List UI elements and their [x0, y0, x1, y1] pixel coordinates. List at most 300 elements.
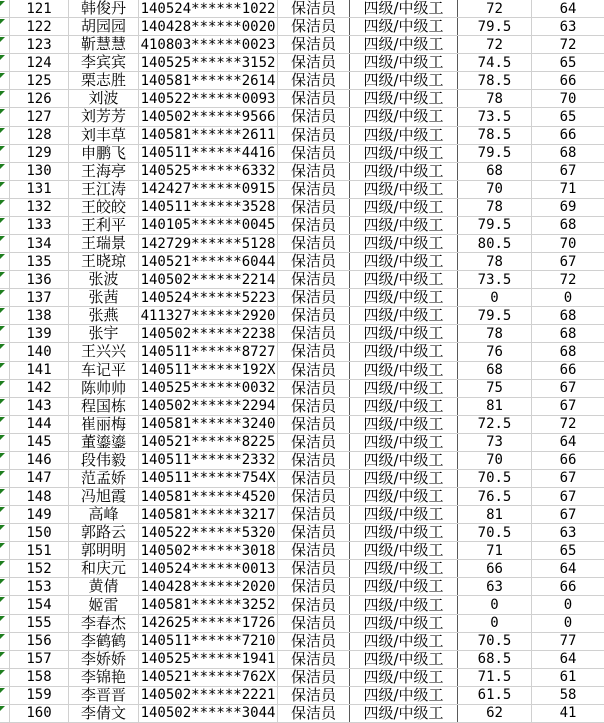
id-number-cell[interactable]: 140522******5320 — [139, 524, 278, 541]
marker-cell[interactable] — [0, 289, 10, 306]
score2-cell[interactable]: 0 — [563, 597, 573, 613]
id-number-cell[interactable]: 140521******6044 — [139, 253, 278, 270]
marker-cell[interactable] — [0, 181, 10, 198]
score1-cell[interactable]: 70 — [458, 452, 532, 469]
id-number-cell[interactable]: 140502******2238 — [139, 325, 278, 342]
score2-cell[interactable]: 0 — [563, 615, 573, 632]
score2-cell[interactable]: 67 — [559, 506, 577, 523]
score1-cell[interactable]: 76 — [458, 343, 532, 360]
name-cell[interactable]: 范孟娇 — [69, 470, 139, 487]
score2-cell[interactable]: 61 — [559, 669, 577, 686]
row-number-cell[interactable]: 135 — [10, 253, 69, 270]
name-cell[interactable]: 张宇 — [69, 325, 139, 342]
name-cell[interactable]: 李宾宾 — [69, 54, 139, 71]
name-cell[interactable]: 王海亭 — [69, 163, 139, 180]
row-number-cell[interactable]: 122 — [10, 18, 69, 35]
id-number-cell[interactable]: 140428******0020 — [139, 18, 278, 35]
score1-cell[interactable]: 79.5 — [458, 145, 532, 162]
name-cell[interactable]: 张茜 — [69, 289, 139, 306]
level-cell[interactable]: 四级/中级工 — [349, 127, 458, 144]
score1-cell[interactable]: 79.5 — [458, 18, 532, 35]
row-number-cell[interactable]: 158 — [10, 669, 69, 686]
position-cell[interactable]: 保洁员 — [290, 198, 336, 216]
level-cell[interactable]: 四级/中级工 — [349, 108, 458, 125]
name-cell[interactable]: 王江涛 — [69, 181, 139, 198]
row-number-cell[interactable]: 147 — [10, 470, 69, 487]
level-cell[interactable]: 四级/中级工 — [349, 542, 458, 559]
id-number-cell[interactable]: 140581******3252 — [139, 596, 278, 613]
name-cell[interactable]: 韩俊丹 — [69, 0, 139, 17]
score2-cell[interactable]: 69 — [559, 199, 577, 216]
score1-cell[interactable]: 72 — [458, 0, 532, 17]
position-cell[interactable]: 保洁员 — [290, 361, 336, 379]
level-cell[interactable]: 四级/中级工 — [349, 398, 458, 415]
name-cell[interactable]: 李锦艳 — [69, 669, 139, 686]
position-cell[interactable]: 保洁员 — [290, 397, 336, 415]
id-number-cell[interactable]: 140581******4520 — [139, 488, 278, 505]
score2-cell[interactable]: 67 — [559, 488, 577, 505]
score1-cell[interactable]: 70 — [458, 181, 532, 198]
level-cell[interactable]: 四级/中级工 — [349, 488, 458, 505]
position-cell[interactable]: 保洁员 — [290, 686, 336, 704]
position-cell[interactable]: 保洁员 — [290, 524, 336, 542]
position-cell[interactable]: 保洁员 — [290, 614, 336, 632]
marker-cell[interactable] — [0, 108, 10, 125]
level-cell[interactable]: 四级/中级工 — [349, 271, 458, 288]
level-cell[interactable]: 四级/中级工 — [349, 578, 458, 595]
name-cell[interactable]: 刘芳芳 — [69, 108, 139, 125]
name-cell[interactable]: 王皎皎 — [69, 199, 139, 216]
position-cell[interactable]: 保洁员 — [290, 289, 336, 307]
id-number-cell[interactable]: 140502******9566 — [139, 108, 278, 125]
marker-cell[interactable] — [0, 343, 10, 360]
score2-cell[interactable]: 66 — [559, 127, 577, 144]
level-cell[interactable]: 四级/中级工 — [349, 163, 458, 180]
row-number-cell[interactable]: 151 — [10, 542, 69, 559]
name-cell[interactable]: 王兴兴 — [69, 343, 139, 360]
row-number-cell[interactable]: 129 — [10, 145, 69, 162]
score2-cell[interactable]: 64 — [559, 560, 577, 577]
score2-cell[interactable]: 63 — [559, 524, 577, 541]
position-cell[interactable]: 保洁员 — [290, 144, 336, 162]
position-cell[interactable]: 保洁员 — [290, 216, 336, 234]
id-number-cell[interactable]: 140511******2332 — [139, 452, 278, 469]
id-number-cell[interactable]: 140581******3217 — [139, 506, 278, 523]
score1-cell[interactable]: 80.5 — [458, 235, 532, 252]
name-cell[interactable]: 栗志胜 — [69, 72, 139, 89]
score1-cell[interactable]: 68 — [458, 362, 532, 379]
row-number-cell[interactable]: 125 — [10, 72, 69, 89]
level-cell[interactable]: 四级/中级工 — [349, 669, 458, 686]
score2-cell[interactable]: 64 — [559, 651, 577, 668]
id-number-cell[interactable]: 140502******2214 — [139, 271, 278, 288]
row-number-cell[interactable]: 146 — [10, 452, 69, 469]
score1-cell[interactable]: 0 — [458, 615, 532, 632]
score1-cell[interactable]: 70.5 — [458, 633, 532, 650]
row-number-cell[interactable]: 145 — [10, 434, 69, 451]
row-number-cell[interactable]: 150 — [10, 524, 69, 541]
position-cell[interactable]: 保洁员 — [290, 379, 336, 397]
marker-cell[interactable] — [0, 18, 10, 35]
name-cell[interactable]: 王瑞景 — [69, 235, 139, 252]
marker-cell[interactable] — [0, 434, 10, 451]
id-number-cell[interactable]: 140105******0045 — [139, 217, 278, 234]
name-cell[interactable]: 张燕 — [69, 307, 139, 324]
level-cell[interactable]: 四级/中级工 — [349, 380, 458, 397]
id-number-cell[interactable]: 140502******2221 — [139, 687, 278, 704]
marker-cell[interactable] — [0, 145, 10, 162]
name-cell[interactable]: 郭明明 — [69, 542, 139, 559]
level-cell[interactable]: 四级/中级工 — [349, 687, 458, 704]
score1-cell[interactable]: 78 — [458, 325, 532, 342]
row-number-cell[interactable]: 139 — [10, 325, 69, 342]
score1-cell[interactable]: 70.5 — [458, 470, 532, 487]
position-cell[interactable]: 保洁员 — [290, 234, 336, 252]
score2-cell[interactable]: 68 — [559, 307, 577, 324]
position-cell[interactable]: 保洁员 — [290, 126, 336, 144]
name-cell[interactable]: 和庆元 — [69, 560, 139, 577]
marker-cell[interactable] — [0, 578, 10, 595]
marker-cell[interactable] — [0, 307, 10, 324]
row-number-cell[interactable]: 154 — [10, 596, 69, 613]
score2-cell[interactable]: 66 — [559, 452, 577, 469]
position-cell[interactable]: 保洁员 — [290, 271, 336, 289]
id-number-cell[interactable]: 142625******1726 — [139, 615, 278, 632]
row-number-cell[interactable]: 126 — [10, 90, 69, 107]
score1-cell[interactable]: 78 — [458, 253, 532, 270]
name-cell[interactable]: 张波 — [69, 271, 139, 288]
score1-cell[interactable]: 0 — [458, 596, 532, 613]
level-cell[interactable]: 四级/中级工 — [349, 506, 458, 523]
score2-cell[interactable]: 72 — [559, 271, 577, 288]
name-cell[interactable]: 郭路云 — [69, 524, 139, 541]
id-number-cell[interactable]: 410803******0023 — [139, 36, 278, 53]
name-cell[interactable]: 董鎏鎏 — [69, 434, 139, 451]
name-cell[interactable]: 李倩文 — [69, 705, 139, 722]
position-cell[interactable]: 保洁员 — [290, 451, 336, 469]
score2-cell[interactable]: 67 — [559, 253, 577, 270]
id-number-cell[interactable]: 140521******762X — [139, 669, 278, 686]
id-number-cell[interactable]: 140525******3152 — [139, 54, 278, 71]
position-cell[interactable]: 保洁员 — [290, 578, 336, 596]
row-number-cell[interactable]: 121 — [10, 0, 69, 17]
marker-cell[interactable] — [0, 54, 10, 71]
row-number-cell[interactable]: 124 — [10, 54, 69, 71]
level-cell[interactable]: 四级/中级工 — [349, 343, 458, 360]
score1-cell[interactable]: 75 — [458, 380, 532, 397]
id-number-cell[interactable]: 140525******0032 — [139, 380, 278, 397]
score1-cell[interactable]: 62 — [458, 705, 532, 722]
position-cell[interactable]: 保洁员 — [290, 632, 336, 650]
marker-cell[interactable] — [0, 253, 10, 270]
score2-cell[interactable]: 67 — [559, 470, 577, 487]
row-number-cell[interactable]: 153 — [10, 578, 69, 595]
marker-cell[interactable] — [0, 669, 10, 686]
name-cell[interactable]: 陈帅帅 — [69, 380, 139, 397]
row-number-cell[interactable]: 137 — [10, 289, 69, 306]
id-number-cell[interactable]: 142729******5128 — [139, 235, 278, 252]
level-cell[interactable]: 四级/中级工 — [349, 615, 458, 632]
level-cell[interactable]: 四级/中级工 — [349, 307, 458, 324]
score2-cell[interactable]: 66 — [559, 578, 577, 595]
id-number-cell[interactable]: 140511******4416 — [139, 145, 278, 162]
row-number-cell[interactable]: 152 — [10, 560, 69, 577]
id-number-cell[interactable]: 140524******5223 — [139, 289, 278, 306]
name-cell[interactable]: 段伟毅 — [69, 452, 139, 469]
marker-cell[interactable] — [0, 163, 10, 180]
score2-cell[interactable]: 63 — [559, 18, 577, 35]
marker-cell[interactable] — [0, 271, 10, 288]
marker-cell[interactable] — [0, 633, 10, 650]
position-cell[interactable]: 保洁员 — [290, 650, 336, 668]
score1-cell[interactable]: 78.5 — [458, 72, 532, 89]
position-cell[interactable]: 保洁员 — [290, 506, 336, 524]
marker-cell[interactable] — [0, 127, 10, 144]
row-number-cell[interactable]: 149 — [10, 506, 69, 523]
id-number-cell[interactable]: 140581******2614 — [139, 72, 278, 89]
score2-cell[interactable]: 68 — [559, 343, 577, 360]
row-number-cell[interactable]: 131 — [10, 181, 69, 198]
position-cell[interactable]: 保洁员 — [290, 415, 336, 433]
score1-cell[interactable]: 74.5 — [458, 54, 532, 71]
level-cell[interactable]: 四级/中级工 — [349, 362, 458, 379]
level-cell[interactable]: 四级/中级工 — [349, 181, 458, 198]
marker-cell[interactable] — [0, 0, 10, 17]
score1-cell[interactable]: 79.5 — [458, 307, 532, 324]
score2-cell[interactable]: 70 — [559, 235, 577, 252]
id-number-cell[interactable]: 140581******3240 — [139, 416, 278, 433]
position-cell[interactable]: 保洁员 — [290, 108, 336, 126]
position-cell[interactable]: 保洁员 — [290, 668, 336, 686]
score1-cell[interactable]: 68.5 — [458, 651, 532, 668]
name-cell[interactable]: 申鹏飞 — [69, 145, 139, 162]
marker-cell[interactable] — [0, 235, 10, 252]
name-cell[interactable]: 刘丰草 — [69, 127, 139, 144]
score2-cell[interactable]: 68 — [559, 145, 577, 162]
name-cell[interactable]: 李春杰 — [69, 615, 139, 632]
marker-cell[interactable] — [0, 36, 10, 53]
level-cell[interactable]: 四级/中级工 — [349, 325, 458, 342]
score1-cell[interactable]: 78.5 — [458, 127, 532, 144]
level-cell[interactable]: 四级/中级工 — [349, 633, 458, 650]
score1-cell[interactable]: 78 — [458, 90, 532, 107]
level-cell[interactable]: 四级/中级工 — [349, 18, 458, 35]
row-number-cell[interactable]: 134 — [10, 235, 69, 252]
marker-cell[interactable] — [0, 470, 10, 487]
score2-cell[interactable]: 66 — [559, 72, 577, 89]
id-number-cell[interactable]: 140511******754X — [139, 470, 278, 487]
id-number-cell[interactable]: 140502******3018 — [139, 542, 278, 559]
position-cell[interactable]: 保洁员 — [290, 90, 336, 108]
level-cell[interactable]: 四级/中级工 — [349, 596, 458, 613]
score1-cell[interactable]: 73 — [458, 434, 532, 451]
id-number-cell[interactable]: 140525******6332 — [139, 163, 278, 180]
level-cell[interactable]: 四级/中级工 — [349, 651, 458, 668]
level-cell[interactable]: 四级/中级工 — [349, 199, 458, 216]
marker-cell[interactable] — [0, 615, 10, 632]
position-cell[interactable]: 保洁员 — [290, 704, 336, 722]
row-number-cell[interactable]: 133 — [10, 217, 69, 234]
score1-cell[interactable]: 71.5 — [458, 669, 532, 686]
name-cell[interactable]: 崔丽梅 — [69, 416, 139, 433]
position-cell[interactable]: 保洁员 — [290, 560, 336, 578]
marker-cell[interactable] — [0, 416, 10, 433]
name-cell[interactable]: 车记平 — [69, 362, 139, 379]
marker-cell[interactable] — [0, 687, 10, 704]
score2-cell[interactable]: 64 — [559, 434, 577, 451]
row-number-cell[interactable]: 142 — [10, 380, 69, 397]
row-number-cell[interactable]: 132 — [10, 199, 69, 216]
id-number-cell[interactable]: 140511******7210 — [139, 633, 278, 650]
name-cell[interactable]: 冯旭霞 — [69, 488, 139, 505]
level-cell[interactable]: 四级/中级工 — [349, 289, 458, 306]
row-number-cell[interactable]: 156 — [10, 633, 69, 650]
row-number-cell[interactable]: 123 — [10, 36, 69, 53]
id-number-cell[interactable]: 140511******8727 — [139, 343, 278, 360]
level-cell[interactable]: 四级/中级工 — [349, 416, 458, 433]
score2-cell[interactable]: 58 — [559, 687, 577, 704]
score2-cell[interactable]: 70 — [559, 90, 577, 107]
score2-cell[interactable]: 41 — [559, 705, 577, 722]
id-number-cell[interactable]: 142427******0915 — [139, 181, 278, 198]
marker-cell[interactable] — [0, 651, 10, 668]
id-number-cell[interactable]: 411327******2920 — [139, 307, 278, 324]
score2-cell[interactable]: 67 — [559, 398, 577, 415]
row-number-cell[interactable]: 141 — [10, 362, 69, 379]
level-cell[interactable]: 四级/中级工 — [349, 524, 458, 541]
score2-cell[interactable]: 65 — [559, 54, 577, 71]
position-cell[interactable]: 保洁员 — [290, 0, 336, 18]
level-cell[interactable]: 四级/中级工 — [349, 217, 458, 234]
score2-cell[interactable]: 0 — [563, 289, 573, 306]
id-number-cell[interactable]: 140502******3044 — [139, 705, 278, 722]
score1-cell[interactable]: 68 — [458, 163, 532, 180]
score1-cell[interactable]: 79.5 — [458, 217, 532, 234]
row-number-cell[interactable]: 143 — [10, 398, 69, 415]
id-number-cell[interactable]: 140521******8225 — [139, 434, 278, 451]
score1-cell[interactable]: 72 — [458, 36, 532, 53]
level-cell[interactable]: 四级/中级工 — [349, 253, 458, 270]
position-cell[interactable]: 保洁员 — [290, 307, 336, 325]
marker-cell[interactable] — [0, 217, 10, 234]
name-cell[interactable]: 李晋晋 — [69, 687, 139, 704]
marker-cell[interactable] — [0, 199, 10, 216]
position-cell[interactable]: 保洁员 — [290, 542, 336, 560]
marker-cell[interactable] — [0, 72, 10, 89]
row-number-cell[interactable]: 148 — [10, 488, 69, 505]
position-cell[interactable]: 保洁员 — [290, 54, 336, 72]
score1-cell[interactable]: 70.5 — [458, 524, 532, 541]
position-cell[interactable]: 保洁员 — [290, 72, 336, 90]
name-cell[interactable]: 姬雷 — [69, 596, 139, 613]
level-cell[interactable]: 四级/中级工 — [349, 470, 458, 487]
marker-cell[interactable] — [0, 452, 10, 469]
name-cell[interactable]: 王晓琼 — [69, 253, 139, 270]
marker-cell[interactable] — [0, 362, 10, 379]
id-number-cell[interactable]: 140502******2294 — [139, 398, 278, 415]
position-cell[interactable]: 保洁员 — [290, 596, 336, 614]
score1-cell[interactable]: 72.5 — [458, 416, 532, 433]
row-number-cell[interactable]: 159 — [10, 687, 69, 704]
name-cell[interactable]: 刘波 — [69, 90, 139, 107]
marker-cell[interactable] — [0, 380, 10, 397]
name-cell[interactable]: 程国栋 — [69, 398, 139, 415]
level-cell[interactable]: 四级/中级工 — [349, 36, 458, 53]
score2-cell[interactable]: 77 — [559, 633, 577, 650]
score1-cell[interactable]: 0 — [458, 289, 532, 306]
position-cell[interactable]: 保洁员 — [290, 162, 336, 180]
id-number-cell[interactable]: 140511******3528 — [139, 199, 278, 216]
score2-cell[interactable]: 67 — [559, 380, 577, 397]
position-cell[interactable]: 保洁员 — [290, 469, 336, 487]
marker-cell[interactable] — [0, 596, 10, 613]
row-number-cell[interactable]: 138 — [10, 307, 69, 324]
marker-cell[interactable] — [0, 398, 10, 415]
score2-cell[interactable]: 65 — [559, 108, 577, 125]
id-number-cell[interactable]: 140524******0013 — [139, 560, 278, 577]
row-number-cell[interactable]: 155 — [10, 615, 69, 632]
score2-cell[interactable]: 71 — [559, 181, 577, 198]
position-cell[interactable]: 保洁员 — [290, 18, 336, 36]
id-number-cell[interactable]: 140522******0093 — [139, 90, 278, 107]
level-cell[interactable]: 四级/中级工 — [349, 90, 458, 107]
score1-cell[interactable]: 61.5 — [458, 687, 532, 704]
row-number-cell[interactable]: 128 — [10, 127, 69, 144]
name-cell[interactable]: 黄倩 — [69, 578, 139, 595]
marker-cell[interactable] — [0, 90, 10, 107]
score1-cell[interactable]: 81 — [458, 506, 532, 523]
score2-cell[interactable]: 72 — [559, 36, 577, 53]
level-cell[interactable]: 四级/中级工 — [349, 235, 458, 252]
level-cell[interactable]: 四级/中级工 — [349, 434, 458, 451]
id-number-cell[interactable]: 140525******1941 — [139, 651, 278, 668]
name-cell[interactable]: 李鹤鹤 — [69, 633, 139, 650]
level-cell[interactable]: 四级/中级工 — [349, 560, 458, 577]
score1-cell[interactable]: 63 — [458, 578, 532, 595]
id-number-cell[interactable]: 140511******192X — [139, 362, 278, 379]
score2-cell[interactable]: 67 — [559, 163, 577, 180]
level-cell[interactable]: 四级/中级工 — [349, 72, 458, 89]
score1-cell[interactable]: 81 — [458, 398, 532, 415]
position-cell[interactable]: 保洁员 — [290, 36, 336, 54]
row-number-cell[interactable]: 127 — [10, 108, 69, 125]
level-cell[interactable]: 四级/中级工 — [349, 452, 458, 469]
score1-cell[interactable]: 66 — [458, 560, 532, 577]
id-number-cell[interactable]: 140428******2020 — [139, 578, 278, 595]
position-cell[interactable]: 保洁员 — [290, 325, 336, 343]
score1-cell[interactable]: 73.5 — [458, 108, 532, 125]
score2-cell[interactable]: 68 — [559, 217, 577, 234]
position-cell[interactable]: 保洁员 — [290, 433, 336, 451]
row-number-cell[interactable]: 136 — [10, 271, 69, 288]
marker-cell[interactable] — [0, 524, 10, 541]
row-number-cell[interactable]: 140 — [10, 343, 69, 360]
marker-cell[interactable] — [0, 506, 10, 523]
marker-cell[interactable] — [0, 560, 10, 577]
name-cell[interactable]: 李娇娇 — [69, 651, 139, 668]
score1-cell[interactable]: 73.5 — [458, 271, 532, 288]
position-cell[interactable]: 保洁员 — [290, 343, 336, 361]
level-cell[interactable]: 四级/中级工 — [349, 0, 458, 17]
marker-cell[interactable] — [0, 325, 10, 342]
score2-cell[interactable]: 64 — [559, 0, 577, 17]
marker-cell[interactable] — [0, 488, 10, 505]
level-cell[interactable]: 四级/中级工 — [349, 54, 458, 71]
id-number-cell[interactable]: 140524******1022 — [139, 0, 278, 17]
row-number-cell[interactable]: 130 — [10, 163, 69, 180]
marker-cell[interactable] — [0, 542, 10, 559]
marker-cell[interactable] — [0, 705, 10, 722]
